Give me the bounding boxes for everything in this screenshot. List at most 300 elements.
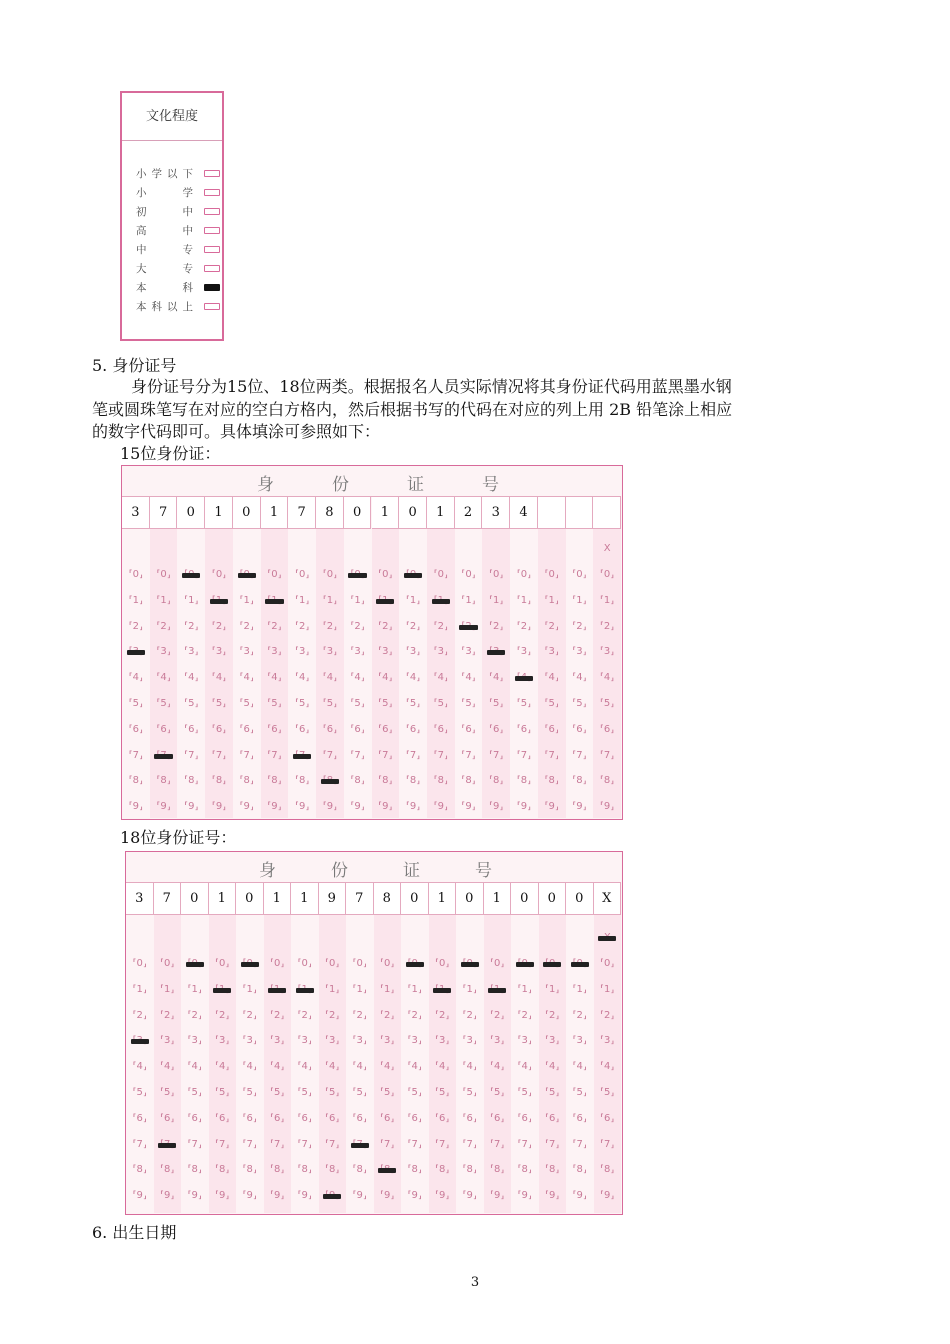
id18-digit-box[interactable]: 1 bbox=[209, 883, 237, 915]
id18-digit-bubble[interactable]: ⸢0⸥ bbox=[215, 958, 230, 969]
id18-digit-bubble[interactable]: ⸢1⸥ bbox=[517, 983, 532, 995]
id15-digit-bubble[interactable]: ⸢6⸥ bbox=[433, 723, 448, 735]
id18-digit-bubble[interactable]: ⸢4⸥ bbox=[545, 1061, 560, 1073]
id15-digit-bubble[interactable]: ⸢2⸥ bbox=[156, 620, 171, 632]
id18-digit-bubble[interactable]: ⸢4⸥ bbox=[517, 1061, 532, 1073]
id15-digit-bubble[interactable]: ⸢2⸥ bbox=[489, 620, 504, 632]
id15-digit-bubble[interactable]: ⸢6⸥ bbox=[378, 723, 393, 735]
id15-digit-bubble[interactable]: ⸢4⸥ bbox=[572, 672, 587, 684]
id18-digit-bubble[interactable]: ⸢5⸥ bbox=[572, 1087, 587, 1098]
id18-digit-bubble[interactable]: ⸢4⸥ bbox=[132, 1061, 147, 1073]
id15-digit-bubble[interactable]: ⸢6⸥ bbox=[184, 723, 199, 735]
id15-digit-bubble[interactable]: ⸢5⸥ bbox=[156, 698, 171, 709]
id15-digit-bubble[interactable]: ⸢3⸥ bbox=[405, 646, 421, 658]
id15-digit-bubble[interactable]: ⸢0⸥ bbox=[295, 569, 310, 580]
id15-digit-bubble[interactable]: ⸢8⸥ bbox=[211, 775, 227, 787]
id15-digit-bubble[interactable]: ⸢7⸥ bbox=[239, 749, 254, 761]
id15-digit-bubble[interactable]: ⸢1⸥ bbox=[544, 594, 559, 606]
id15-digit-box[interactable]: 1 bbox=[427, 497, 455, 529]
id15-digit-bubble[interactable]: ⸢5⸥ bbox=[378, 698, 393, 709]
id18-digit-bubble[interactable]: ⸢4⸥ bbox=[407, 1061, 422, 1073]
id15-digit-bubble[interactable]: ⸢5⸥ bbox=[489, 698, 504, 709]
id18-digit-bubble[interactable]: ⸢4⸥ bbox=[325, 1061, 340, 1073]
id18-digit-bubble[interactable]: ⸢7⸥ bbox=[572, 1138, 587, 1150]
id18-digit-bubble[interactable]: ⸢7⸥ bbox=[600, 1138, 615, 1150]
id15-digit-bubble[interactable]: ⸢7⸥ bbox=[211, 749, 227, 761]
id18-digit-bubble[interactable]: ⸢7⸥ bbox=[517, 1138, 532, 1150]
id18-digit-bubble[interactable]: ⸢4⸥ bbox=[352, 1061, 367, 1073]
id18-digit-bubble[interactable]: ⸢2⸥ bbox=[352, 1009, 367, 1021]
education-option-bubble[interactable] bbox=[204, 189, 220, 196]
id15-digit-box[interactable]: 3 bbox=[122, 497, 150, 529]
id15-digit-bubble[interactable]: ⸢4⸥ bbox=[378, 672, 393, 684]
id18-digit-bubble[interactable]: ⸢5⸥ bbox=[407, 1087, 422, 1098]
id18-digit-bubble[interactable]: ⸢8⸥ bbox=[490, 1164, 505, 1176]
id18-digit-bubble[interactable]: ⸢7⸥ bbox=[270, 1138, 285, 1150]
id18-digit-bubble[interactable]: ⸢2⸥ bbox=[297, 1009, 312, 1021]
id15-digit-bubble[interactable]: ⸢3⸥ bbox=[600, 646, 615, 658]
id18-digit-box[interactable]: 1 bbox=[264, 883, 292, 915]
id18-digit-bubble[interactable]: ⸢6⸥ bbox=[215, 1112, 230, 1124]
id18-digit-bubble[interactable]: ⸢2⸥ bbox=[462, 1009, 477, 1021]
id15-digit-bubble[interactable]: ⸢6⸥ bbox=[516, 723, 532, 735]
education-option[interactable] bbox=[136, 204, 220, 220]
id18-digit-bubble[interactable]: ⸢3⸥ bbox=[270, 1035, 285, 1047]
id15-digit-box[interactable]: 0 bbox=[399, 497, 427, 529]
id18-digit-bubble[interactable]: ⸢6⸥ bbox=[242, 1112, 257, 1124]
id18-digit-bubble[interactable]: ⸢9⸥ bbox=[517, 1190, 532, 1202]
id15-digit-bubble[interactable]: ⸢0⸥ bbox=[156, 569, 171, 580]
id15-digit-bubble[interactable]: ⸢0⸥ bbox=[128, 569, 143, 580]
id15-digit-bubble[interactable]: ⸢3⸥ bbox=[239, 646, 254, 658]
education-option-bubble[interactable] bbox=[204, 303, 220, 310]
id15-digit-bubble[interactable]: ⸢4⸥ bbox=[267, 672, 282, 684]
id18-digit-bubble[interactable]: ⸢4⸥ bbox=[270, 1061, 285, 1073]
id15-digit-bubble[interactable]: ⸢0⸥ bbox=[267, 569, 282, 580]
id15-digit-bubble[interactable]: ⸢9⸥ bbox=[516, 801, 532, 813]
id18-digit-bubble[interactable]: ⸢2⸥ bbox=[242, 1009, 257, 1021]
id18-digit-bubble[interactable]: ⸢4⸥ bbox=[600, 1061, 615, 1073]
id15-digit-bubble[interactable]: ⸢0⸥ bbox=[211, 569, 227, 580]
id18-digit-bubble[interactable]: ⸢6⸥ bbox=[517, 1112, 532, 1124]
id18-digit-bubble[interactable]: ⸢1⸥ bbox=[160, 983, 175, 995]
id18-digit-bubble[interactable]: ⸢3⸥ bbox=[407, 1035, 422, 1047]
id15-digit-bubble[interactable]: ⸢5⸥ bbox=[184, 698, 199, 709]
id18-digit-bubble[interactable]: ⸢8⸥ bbox=[517, 1164, 532, 1176]
id15-digit-bubble[interactable]: ⸢4⸥ bbox=[433, 672, 448, 684]
id18-digit-bubble[interactable]: ⸢5⸥ bbox=[187, 1087, 202, 1098]
id15-digit-bubble[interactable]: ⸢3⸥ bbox=[184, 646, 199, 658]
id18-digit-bubble[interactable]: ⸢2⸥ bbox=[325, 1009, 340, 1021]
id18-digit-bubble[interactable]: ⸢2⸥ bbox=[215, 1009, 230, 1021]
id18-digit-bubble[interactable]: ⸢2⸥ bbox=[600, 1009, 615, 1021]
id15-digit-bubble[interactable]: ⸢4⸥ bbox=[461, 672, 476, 684]
id15-digit-bubble[interactable]: ⸢3⸥ bbox=[378, 646, 393, 658]
id15-digit-bubble[interactable]: ⸢0⸥ bbox=[378, 569, 393, 580]
id15-digit-bubble[interactable]: ⸢8⸥ bbox=[405, 775, 421, 787]
id15-digit-bubble[interactable]: ⸢1⸥ bbox=[350, 594, 365, 606]
id15-digit-bubble[interactable]: ⸢9⸥ bbox=[295, 801, 310, 813]
id15-digit-bubble[interactable]: ⸢6⸥ bbox=[239, 723, 254, 735]
id18-digit-bubble[interactable]: ⸢9⸥ bbox=[270, 1190, 285, 1202]
id18-digit-box[interactable]: 0 bbox=[511, 883, 539, 915]
id18-digit-bubble[interactable]: ⸢7⸥ bbox=[490, 1138, 505, 1150]
id15-digit-bubble[interactable]: ⸢8⸥ bbox=[156, 775, 171, 787]
id18-digit-bubble[interactable]: ⸢3⸥ bbox=[435, 1035, 450, 1047]
id15-digit-bubble[interactable]: ⸢2⸥ bbox=[184, 620, 199, 632]
id18-digit-bubble[interactable]: ⸢6⸥ bbox=[572, 1112, 587, 1124]
id18-digit-bubble[interactable]: ⸢2⸥ bbox=[545, 1009, 560, 1021]
id15-digit-bubble[interactable]: ⸢5⸥ bbox=[211, 698, 227, 709]
id15-digit-bubble[interactable]: ⸢1⸥ bbox=[572, 594, 587, 606]
education-option[interactable] bbox=[136, 261, 220, 277]
id15-digit-box[interactable]: 4 bbox=[510, 497, 538, 529]
id15-digit-bubble[interactable]: ⸢1⸥ bbox=[128, 594, 143, 606]
id18-digit-bubble[interactable]: ⸢7⸥ bbox=[380, 1138, 395, 1150]
id18-digit-bubble[interactable]: ⸢9⸥ bbox=[215, 1190, 230, 1202]
id15-digit-bubble[interactable]: ⸢2⸥ bbox=[600, 620, 615, 632]
id15-digit-bubble[interactable]: ⸢4⸥ bbox=[211, 672, 227, 684]
id18-digit-bubble[interactable]: ⸢8⸥ bbox=[187, 1164, 202, 1176]
id15-digit-bubble[interactable]: ⸢3⸥ bbox=[461, 646, 476, 658]
id18-digit-bubble[interactable]: ⸢3⸥ bbox=[352, 1035, 367, 1047]
id18-digit-bubble[interactable]: ⸢3⸥ bbox=[517, 1035, 532, 1047]
id18-digit-bubble[interactable]: ⸢5⸥ bbox=[600, 1087, 615, 1098]
id15-digit-bubble[interactable]: ⸢4⸥ bbox=[322, 672, 337, 684]
id15-digit-bubble[interactable]: ⸢6⸥ bbox=[350, 723, 365, 735]
id18-digit-bubble[interactable]: ⸢8⸥ bbox=[325, 1164, 340, 1176]
id15-digit-bubble[interactable]: ⸢3⸥ bbox=[350, 646, 365, 658]
id18-digit-bubble[interactable]: ⸢2⸥ bbox=[187, 1009, 202, 1021]
id15-digit-bubble[interactable]: ⸢2⸥ bbox=[295, 620, 310, 632]
id15-digit-bubble[interactable]: ⸢9⸥ bbox=[433, 801, 448, 813]
id15-digit-bubble[interactable]: ⸢5⸥ bbox=[128, 698, 143, 709]
id18-digit-bubble[interactable]: ⸢1⸥ bbox=[187, 983, 202, 995]
id18-digit-bubble[interactable]: ⸢3⸥ bbox=[187, 1035, 202, 1047]
id15-digit-bubble[interactable]: ⸢9⸥ bbox=[350, 801, 365, 813]
id15-digit-bubble[interactable]: ⸢2⸥ bbox=[128, 620, 143, 632]
id18-digit-bubble[interactable]: ⸢9⸥ bbox=[187, 1190, 202, 1202]
id15-digit-bubble[interactable]: ⸢8⸥ bbox=[572, 775, 587, 787]
id15-digit-bubble[interactable]: ⸢9⸥ bbox=[378, 801, 393, 813]
id15-digit-bubble[interactable]: ⸢8⸥ bbox=[184, 775, 199, 787]
id18-digit-bubble[interactable]: ⸢5⸥ bbox=[132, 1087, 147, 1098]
id18-digit-bubble[interactable]: ⸢6⸥ bbox=[490, 1112, 505, 1124]
id15-digit-bubble[interactable]: ⸢9⸥ bbox=[322, 801, 337, 813]
id18-digit-bubble[interactable]: ⸢0⸥ bbox=[435, 958, 450, 969]
id15-digit-bubble[interactable]: ⸢8⸥ bbox=[378, 775, 393, 787]
id15-digit-bubble[interactable]: ⸢4⸥ bbox=[405, 672, 421, 684]
id18-digit-bubble[interactable]: ⸢1⸥ bbox=[380, 983, 395, 995]
id18-digit-bubble[interactable]: ⸢4⸥ bbox=[187, 1061, 202, 1073]
id18-digit-bubble[interactable]: ⸢7⸥ bbox=[187, 1138, 202, 1150]
id18-digit-bubble[interactable]: ⸢2⸥ bbox=[160, 1009, 175, 1021]
id15-digit-bubble[interactable]: ⸢7⸥ bbox=[544, 749, 559, 761]
id18-digit-bubble[interactable]: ⸢7⸥ bbox=[407, 1138, 422, 1150]
id18-digit-box[interactable]: 1 bbox=[291, 883, 319, 915]
id18-digit-bubble[interactable]: ⸢0⸥ bbox=[132, 958, 147, 969]
id18-digit-box[interactable]: 1 bbox=[484, 883, 512, 915]
id15-digit-bubble[interactable]: ⸢4⸥ bbox=[295, 672, 310, 684]
id18-digit-bubble[interactable]: ⸢9⸥ bbox=[160, 1190, 175, 1202]
id15-digit-box[interactable]: 3 bbox=[482, 497, 510, 529]
id15-digit-bubble[interactable]: ⸢3⸥ bbox=[544, 646, 559, 658]
id18-digit-bubble[interactable]: ⸢9⸥ bbox=[435, 1190, 450, 1202]
id18-digit-bubble[interactable]: ⸢5⸥ bbox=[380, 1087, 395, 1098]
id18-digit-bubble[interactable]: ⸢2⸥ bbox=[380, 1009, 395, 1021]
id15-digit-bubble[interactable]: ⸢1⸥ bbox=[184, 594, 199, 606]
id18-digit-bubble[interactable]: ⸢0⸥ bbox=[490, 958, 505, 969]
id15-digit-bubble[interactable]: ⸢3⸥ bbox=[433, 646, 448, 658]
id18-digit-bubble[interactable]: ⸢0⸥ bbox=[380, 958, 395, 969]
id18-digit-bubble[interactable]: ⸢8⸥ bbox=[215, 1164, 230, 1176]
id15-digit-bubble[interactable]: ⸢6⸥ bbox=[489, 723, 504, 735]
id15-digit-bubble[interactable]: ⸢2⸥ bbox=[239, 620, 254, 632]
id15-digit-bubble[interactable]: ⸢7⸥ bbox=[572, 749, 587, 761]
id18-digit-bubble[interactable]: ⸢9⸥ bbox=[297, 1190, 312, 1202]
id18-digit-bubble[interactable]: ⸢1⸥ bbox=[352, 983, 367, 995]
id18-digit-bubble[interactable]: ⸢9⸥ bbox=[490, 1190, 505, 1202]
id18-digit-bubble[interactable]: ⸢9⸥ bbox=[600, 1190, 615, 1202]
id15-digit-bubble[interactable]: ⸢9⸥ bbox=[544, 801, 559, 813]
education-option[interactable] bbox=[136, 299, 220, 315]
id18-digit-bubble[interactable]: ⸢7⸥ bbox=[462, 1138, 477, 1150]
id18-digit-bubble[interactable]: ⸢9⸥ bbox=[352, 1190, 367, 1202]
id18-digit-bubble[interactable]: ⸢9⸥ bbox=[242, 1190, 257, 1202]
education-option-bubble[interactable] bbox=[204, 208, 220, 215]
id15-digit-bubble[interactable]: ⸢1⸥ bbox=[156, 594, 171, 606]
id18-digit-bubble[interactable]: ⸢4⸥ bbox=[297, 1061, 312, 1073]
id15-digit-box[interactable]: 0 bbox=[177, 497, 205, 529]
id18-digit-bubble[interactable]: ⸢7⸥ bbox=[132, 1138, 147, 1150]
id15-digit-bubble[interactable]: ⸢4⸥ bbox=[128, 672, 143, 684]
id18-digit-bubble[interactable]: ⸢3⸥ bbox=[490, 1035, 505, 1047]
id18-digit-bubble[interactable]: ⸢0⸥ bbox=[160, 958, 175, 969]
id15-digit-bubble[interactable]: ⸢5⸥ bbox=[600, 698, 615, 709]
id18-digit-bubble[interactable]: ⸢2⸥ bbox=[132, 1009, 147, 1021]
education-option[interactable] bbox=[136, 166, 220, 182]
id18-digit-bubble[interactable]: ⸢2⸥ bbox=[270, 1009, 285, 1021]
id18-digit-bubble[interactable]: ⸢5⸥ bbox=[325, 1087, 340, 1098]
id15-digit-bubble[interactable]: ⸢3⸥ bbox=[516, 646, 532, 658]
id18-digit-bubble[interactable]: ⸢3⸥ bbox=[242, 1035, 257, 1047]
id15-digit-bubble[interactable]: ⸢5⸥ bbox=[433, 698, 448, 709]
id18-digit-bubble[interactable]: ⸢9⸥ bbox=[545, 1190, 560, 1202]
id15-digit-bubble[interactable]: ⸢9⸥ bbox=[156, 801, 171, 813]
id18-digit-bubble[interactable]: ⸢8⸥ bbox=[242, 1164, 257, 1176]
id18-digit-box[interactable]: X bbox=[594, 883, 622, 915]
id18-digit-bubble[interactable]: ⸢3⸥ bbox=[380, 1035, 395, 1047]
id15-digit-box[interactable]: 1 bbox=[372, 497, 400, 529]
id15-digit-bubble[interactable]: ⸢7⸥ bbox=[489, 749, 504, 761]
id18-digit-bubble[interactable]: ⸢3⸥ bbox=[600, 1035, 615, 1047]
id18-digit-bubble[interactable]: ⸢1⸥ bbox=[132, 983, 147, 995]
id15-digit-box[interactable] bbox=[593, 497, 621, 529]
id15-digit-bubble[interactable]: ⸢8⸥ bbox=[267, 775, 282, 787]
id15-digit-bubble[interactable]: ⸢4⸥ bbox=[156, 672, 171, 684]
education-option[interactable] bbox=[136, 223, 220, 239]
id18-digit-bubble[interactable]: ⸢2⸥ bbox=[435, 1009, 450, 1021]
id15-digit-bubble[interactable]: ⸢1⸥ bbox=[295, 594, 310, 606]
id15-digit-bubble[interactable]: ⸢0⸥ bbox=[433, 569, 448, 580]
id15-digit-bubble[interactable]: ⸢6⸥ bbox=[544, 723, 559, 735]
id15-digit-bubble[interactable]: ⸢5⸥ bbox=[572, 698, 587, 709]
education-option[interactable] bbox=[136, 280, 220, 296]
id18-digit-bubble[interactable]: ⸢6⸥ bbox=[325, 1112, 340, 1124]
id15-digit-bubble[interactable]: ⸢4⸥ bbox=[489, 672, 504, 684]
id18-digit-bubble[interactable]: ⸢3⸥ bbox=[215, 1035, 230, 1047]
id15-digit-bubble[interactable]: ⸢6⸥ bbox=[128, 723, 143, 735]
id18-digit-box[interactable]: 0 bbox=[236, 883, 264, 915]
id18-digit-bubble[interactable]: ⸢4⸥ bbox=[490, 1061, 505, 1073]
id15-digit-bubble[interactable]: ⸢0⸥ bbox=[572, 569, 587, 580]
id18-digit-bubble[interactable]: ⸢8⸥ bbox=[462, 1164, 477, 1176]
id15-digit-bubble[interactable]: ⸢7⸥ bbox=[433, 749, 448, 761]
id15-digit-bubble[interactable]: ⸢0⸥ bbox=[461, 569, 476, 580]
id18-digit-bubble[interactable]: ⸢1⸥ bbox=[407, 983, 422, 995]
id18-digit-bubble[interactable]: ⸢4⸥ bbox=[215, 1061, 230, 1073]
id18-digit-bubble[interactable]: ⸢8⸥ bbox=[270, 1164, 285, 1176]
id18-digit-bubble[interactable]: ⸢5⸥ bbox=[517, 1087, 532, 1098]
id15-digit-bubble[interactable]: ⸢9⸥ bbox=[489, 801, 504, 813]
id18-digit-bubble[interactable]: ⸢4⸥ bbox=[462, 1061, 477, 1073]
id18-digit-bubble[interactable]: ⸢8⸥ bbox=[545, 1164, 560, 1176]
education-option-bubble[interactable] bbox=[204, 170, 220, 177]
id15-digit-bubble[interactable]: ⸢8⸥ bbox=[544, 775, 559, 787]
id15-digit-bubble[interactable]: ⸢5⸥ bbox=[239, 698, 254, 709]
id15-digit-bubble[interactable]: ⸢2⸥ bbox=[572, 620, 587, 632]
id18-digit-box[interactable]: 9 bbox=[319, 883, 347, 915]
id15-digit-bubble[interactable]: ⸢2⸥ bbox=[350, 620, 365, 632]
id18-digit-bubble[interactable]: ⸢7⸥ bbox=[297, 1138, 312, 1150]
id18-digit-bubble[interactable]: ⸢6⸥ bbox=[270, 1112, 285, 1124]
id18-digit-bubble[interactable]: ⸢4⸥ bbox=[242, 1061, 257, 1073]
id18-digit-bubble[interactable]: ⸢6⸥ bbox=[352, 1112, 367, 1124]
id15-digit-bubble[interactable]: ⸢2⸥ bbox=[433, 620, 448, 632]
id18-digit-bubble[interactable]: ⸢5⸥ bbox=[215, 1087, 230, 1098]
id18-digit-bubble[interactable]: ⸢3⸥ bbox=[572, 1035, 587, 1047]
id18-digit-bubble[interactable]: ⸢4⸥ bbox=[380, 1061, 395, 1073]
id18-digit-bubble[interactable]: ⸢9⸥ bbox=[380, 1190, 395, 1202]
id18-digit-bubble[interactable]: ⸢1⸥ bbox=[242, 983, 257, 995]
id18-digit-box[interactable]: 0 bbox=[539, 883, 567, 915]
id15-digit-bubble[interactable]: ⸢2⸥ bbox=[267, 620, 282, 632]
id18-digit-bubble[interactable]: ⸢6⸥ bbox=[297, 1112, 312, 1124]
id18-digit-bubble[interactable]: ⸢2⸥ bbox=[572, 1009, 587, 1021]
id15-digit-bubble[interactable]: ⸢4⸥ bbox=[350, 672, 365, 684]
id15-digit-bubble[interactable]: ⸢5⸥ bbox=[350, 698, 365, 709]
id15-digit-bubble[interactable]: ⸢5⸥ bbox=[322, 698, 337, 709]
id18-digit-bubble[interactable]: ⸢8⸥ bbox=[297, 1164, 312, 1176]
id15-digit-bubble[interactable]: ⸢3⸥ bbox=[267, 646, 282, 658]
id15-digit-bubble[interactable]: ⸢7⸥ bbox=[516, 749, 532, 761]
id15-digit-bubble[interactable]: ⸢7⸥ bbox=[461, 749, 476, 761]
id15-digit-bubble[interactable]: ⸢7⸥ bbox=[267, 749, 282, 761]
id18-digit-bubble[interactable]: ⸢8⸥ bbox=[352, 1164, 367, 1176]
id18-digit-bubble[interactable]: ⸢8⸥ bbox=[407, 1164, 422, 1176]
id15-digit-bubble[interactable]: ⸢5⸥ bbox=[267, 698, 282, 709]
id18-digit-bubble[interactable]: ⸢6⸥ bbox=[132, 1112, 147, 1124]
id18-digit-bubble[interactable]: ⸢1⸥ bbox=[572, 983, 587, 995]
id18-digit-bubble[interactable]: ⸢5⸥ bbox=[242, 1087, 257, 1098]
id15-digit-bubble[interactable]: ⸢8⸥ bbox=[239, 775, 254, 787]
id15-digit-bubble[interactable]: ⸢6⸥ bbox=[295, 723, 310, 735]
id15-digit-box[interactable]: 7 bbox=[288, 497, 316, 529]
id18-digit-bubble[interactable]: ⸢6⸥ bbox=[187, 1112, 202, 1124]
id18-digit-box[interactable]: 0 bbox=[401, 883, 429, 915]
id18-digit-bubble[interactable]: ⸢5⸥ bbox=[435, 1087, 450, 1098]
id15-digit-bubble[interactable]: ⸢0⸥ bbox=[489, 569, 504, 580]
id18-digit-box[interactable]: 0 bbox=[181, 883, 209, 915]
id15-digit-bubble[interactable]: ⸢8⸥ bbox=[489, 775, 504, 787]
id15-digit-bubble[interactable]: ⸢7⸥ bbox=[350, 749, 365, 761]
id18-digit-bubble[interactable]: ⸢8⸥ bbox=[435, 1164, 450, 1176]
id18-digit-bubble[interactable]: ⸢4⸥ bbox=[435, 1061, 450, 1073]
id15-digit-bubble[interactable]: ⸢9⸥ bbox=[405, 801, 421, 813]
id15-digit-bubble[interactable]: ⸢1⸥ bbox=[516, 594, 532, 606]
id15-digit-bubble[interactable]: ⸢9⸥ bbox=[239, 801, 254, 813]
id18-digit-bubble[interactable]: ⸢5⸥ bbox=[270, 1087, 285, 1098]
id15-digit-box[interactable]: 0 bbox=[233, 497, 261, 529]
id15-digit-bubble[interactable]: ⸢9⸥ bbox=[461, 801, 476, 813]
id18-digit-bubble[interactable]: ⸢6⸥ bbox=[407, 1112, 422, 1124]
id18-digit-bubble[interactable]: ⸢5⸥ bbox=[297, 1087, 312, 1098]
id15-digit-bubble[interactable]: ⸢7⸥ bbox=[600, 749, 615, 761]
id18-digit-box[interactable]: 8 bbox=[374, 883, 402, 915]
id18-digit-bubble[interactable]: ⸢0⸥ bbox=[600, 958, 615, 969]
id15-digit-bubble[interactable]: ⸢5⸥ bbox=[295, 698, 310, 709]
id18-digit-bubble[interactable]: ⸢8⸥ bbox=[600, 1164, 615, 1176]
id15-x-bubble[interactable]: X bbox=[603, 543, 611, 554]
id15-digit-bubble[interactable]: ⸢6⸥ bbox=[267, 723, 282, 735]
id18-digit-bubble[interactable]: ⸢5⸥ bbox=[462, 1087, 477, 1098]
id15-digit-bubble[interactable]: ⸢3⸥ bbox=[211, 646, 227, 658]
id18-digit-bubble[interactable]: ⸢8⸥ bbox=[572, 1164, 587, 1176]
id15-digit-bubble[interactable]: ⸢4⸥ bbox=[239, 672, 254, 684]
id18-digit-bubble[interactable]: ⸢0⸥ bbox=[297, 958, 312, 969]
id18-digit-bubble[interactable]: ⸢0⸥ bbox=[352, 958, 367, 969]
id18-digit-box[interactable]: 1 bbox=[429, 883, 457, 915]
id18-digit-bubble[interactable]: ⸢3⸥ bbox=[545, 1035, 560, 1047]
id18-digit-bubble[interactable]: ⸢3⸥ bbox=[297, 1035, 312, 1047]
id18-digit-bubble[interactable]: ⸢3⸥ bbox=[160, 1035, 175, 1047]
id15-digit-bubble[interactable]: ⸢3⸥ bbox=[322, 646, 337, 658]
id15-digit-bubble[interactable]: ⸢4⸥ bbox=[544, 672, 559, 684]
id18-digit-box[interactable]: 3 bbox=[126, 883, 154, 915]
id15-digit-bubble[interactable]: ⸢8⸥ bbox=[433, 775, 448, 787]
id18-digit-bubble[interactable]: ⸢5⸥ bbox=[352, 1087, 367, 1098]
id15-digit-box[interactable] bbox=[538, 497, 566, 529]
id15-digit-box[interactable]: 7 bbox=[150, 497, 178, 529]
id18-digit-box[interactable]: 0 bbox=[566, 883, 594, 915]
id18-digit-bubble[interactable]: ⸢6⸥ bbox=[380, 1112, 395, 1124]
id18-digit-box[interactable]: 0 bbox=[456, 883, 484, 915]
id18-digit-bubble[interactable]: ⸢9⸥ bbox=[407, 1190, 422, 1202]
id15-digit-bubble[interactable]: ⸢6⸥ bbox=[405, 723, 421, 735]
id15-digit-bubble[interactable]: ⸢4⸥ bbox=[600, 672, 615, 684]
id15-digit-box[interactable]: 1 bbox=[261, 497, 289, 529]
id15-digit-bubble[interactable]: ⸢0⸥ bbox=[600, 569, 615, 580]
id15-digit-bubble[interactable]: ⸢1⸥ bbox=[489, 594, 504, 606]
id15-digit-bubble[interactable]: ⸢0⸥ bbox=[322, 569, 337, 580]
id18-digit-bubble[interactable]: ⸢9⸥ bbox=[462, 1190, 477, 1202]
education-option-bubble[interactable] bbox=[204, 265, 220, 272]
id18-digit-bubble[interactable]: ⸢7⸥ bbox=[435, 1138, 450, 1150]
id18-digit-bubble[interactable]: ⸢7⸥ bbox=[215, 1138, 230, 1150]
education-option-bubble[interactable] bbox=[204, 227, 220, 234]
id18-digit-bubble[interactable]: ⸢9⸥ bbox=[132, 1190, 147, 1202]
id15-digit-bubble[interactable]: ⸢2⸥ bbox=[544, 620, 559, 632]
